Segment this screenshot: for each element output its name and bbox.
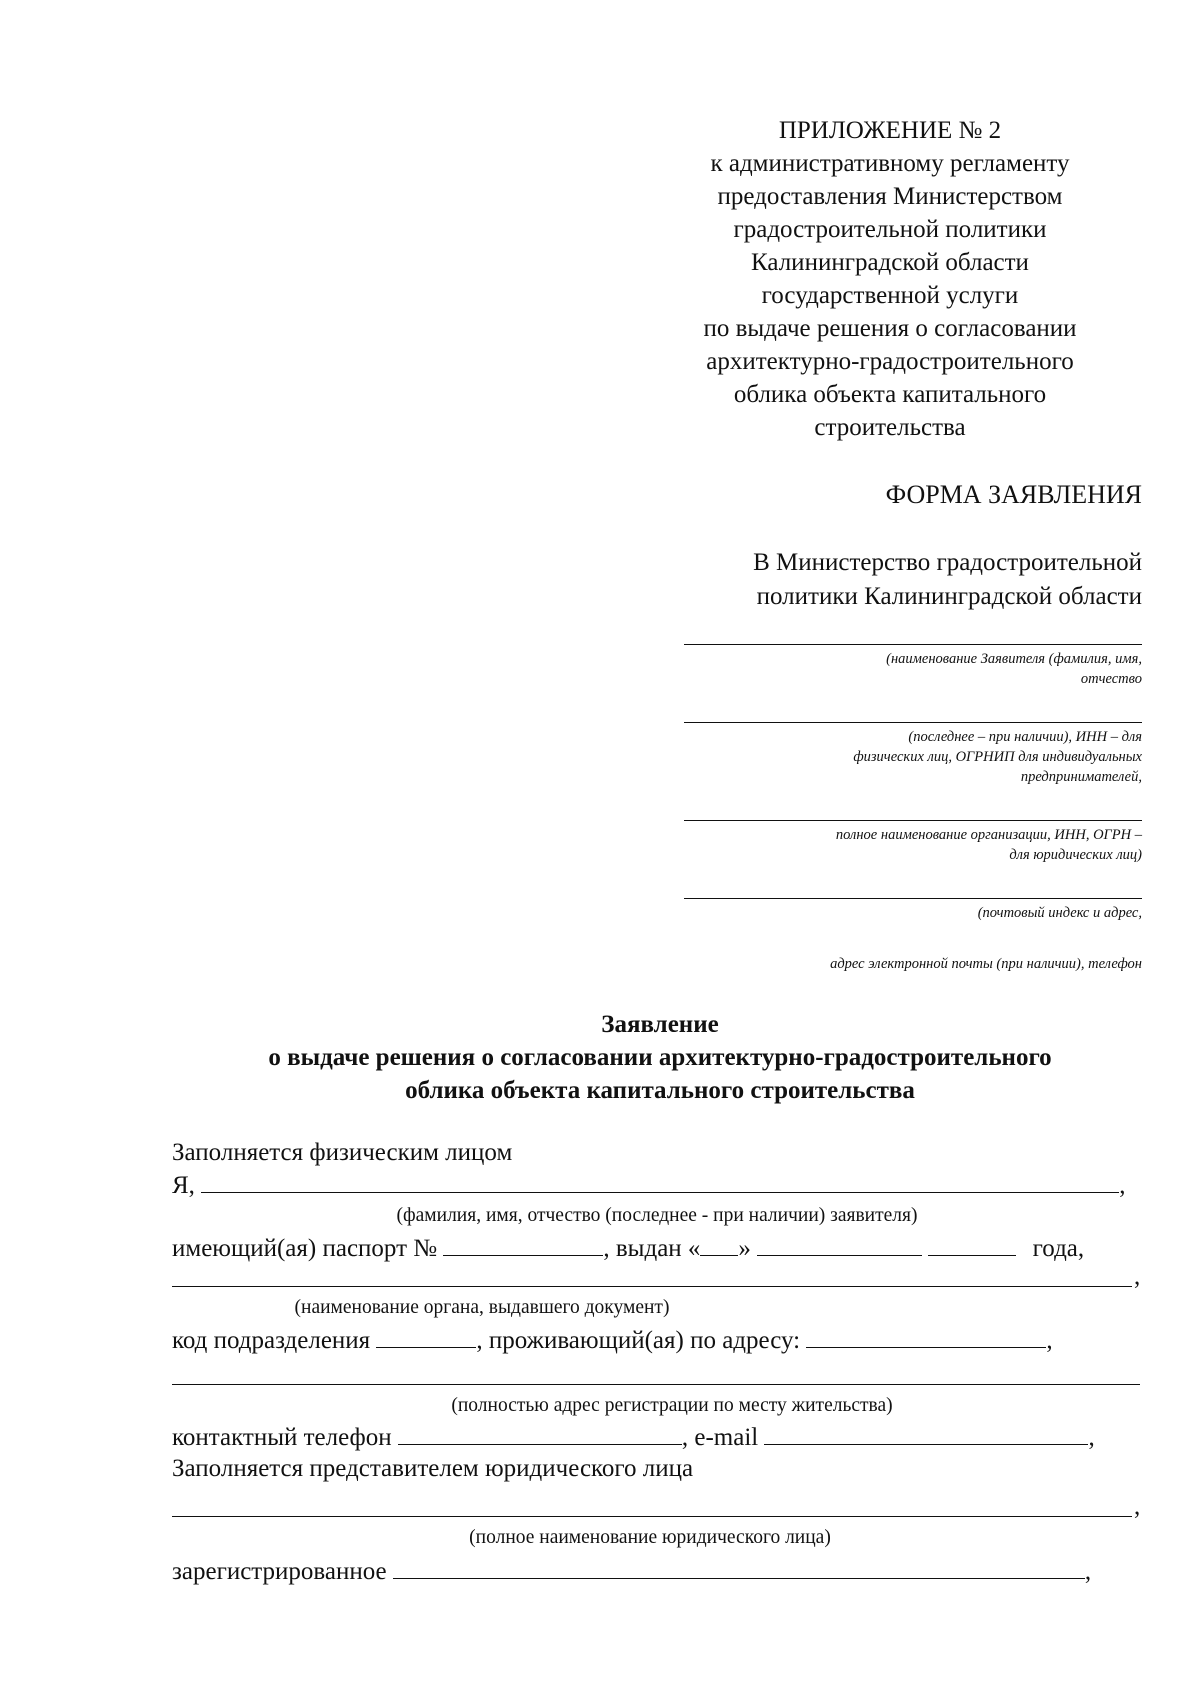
applicant-tax-line[interactable] <box>684 722 1142 723</box>
applicant-tax-field[interactable] <box>684 722 1142 787</box>
full-name-input[interactable] <box>201 1170 1119 1193</box>
issued-label: , выдан « <box>603 1235 701 1262</box>
address-caption: (полностью адрес регистрации по месту жительства) <box>451 1395 893 1416</box>
registered-input[interactable] <box>393 1556 1085 1579</box>
individual-heading: Заполняется физическим лицом <box>172 1139 513 1166</box>
comma: , <box>1134 1263 1141 1290</box>
appendix-line: градостроительной политики <box>733 216 1047 243</box>
appendix-header <box>660 114 1120 444</box>
legal-entity-caption: (полное наименование юридического лица) <box>469 1527 831 1548</box>
title-line: Заявление <box>601 1011 719 1038</box>
comma: , <box>1134 1493 1141 1520</box>
applicant-organization-field[interactable] <box>684 820 1142 865</box>
name-row <box>172 1170 1142 1201</box>
legal-entity-heading: Заполняется представителем юридического лица <box>172 1455 694 1482</box>
contact-row <box>172 1422 1142 1453</box>
applicant-address-field[interactable] <box>684 898 1142 923</box>
appendix-line: архитектурно-градостроительного <box>706 348 1074 375</box>
caption-line: физических лиц, ОГРНИП для индивидуальных <box>853 749 1142 765</box>
comma: , <box>1046 1327 1053 1354</box>
appendix-line: предоставления Министерством <box>717 183 1063 210</box>
email-input[interactable] <box>764 1422 1088 1445</box>
issue-day-input[interactable] <box>700 1233 738 1256</box>
appendix-line: Калининградской области <box>751 249 1029 276</box>
appendix-line: ПРИЛОЖЕНИЕ № 2 <box>778 117 1002 144</box>
field-caption <box>684 954 1142 974</box>
division-row <box>172 1325 1142 1356</box>
applicant-name-field[interactable] <box>684 644 1142 689</box>
field-caption <box>684 903 1142 923</box>
registered-row <box>172 1556 1142 1587</box>
passport-number-input[interactable] <box>443 1233 603 1256</box>
appendix-line: к административному регламенту <box>710 150 1070 177</box>
passport-label: имеющий(ая) паспорт № <box>172 1235 438 1262</box>
caption-line: для юридических лиц) <box>1009 847 1142 863</box>
recipient-block <box>680 546 1142 614</box>
field-caption <box>684 649 1142 689</box>
email-label: , e-mail <box>681 1424 759 1451</box>
issued-close: » <box>738 1235 751 1262</box>
caption-line: (почтовый индекс и адрес, <box>977 905 1142 921</box>
caption-line: (наименование Заявителя (фамилия, имя, <box>886 651 1142 667</box>
residence-address-input[interactable] <box>806 1325 1046 1348</box>
registered-label: зарегистрированное <box>172 1558 387 1585</box>
residing-label: , проживающий(ая) по адресу: <box>476 1327 801 1354</box>
caption-line: полное наименование организации, ИНН, ОГРН – <box>835 827 1142 843</box>
division-label: код подразделения <box>172 1327 371 1354</box>
statement-title <box>160 1008 1160 1107</box>
caption-line: (последнее – при наличии), ИНН – для <box>908 729 1142 745</box>
issue-year-input[interactable] <box>928 1233 1016 1256</box>
applicant-contact-field <box>684 950 1142 974</box>
passport-row <box>172 1233 1142 1264</box>
comma: , <box>1088 1424 1095 1451</box>
recipient-line: В Министерство градостроительной <box>753 549 1142 576</box>
recipient-line: политики Калининградской области <box>756 583 1142 610</box>
residence-address-continued-input[interactable] <box>172 1384 1140 1385</box>
phone-label: контактный телефон <box>172 1424 392 1451</box>
comma: , <box>1084 1558 1092 1585</box>
field-caption <box>684 727 1142 787</box>
year-label: года, <box>1032 1235 1085 1262</box>
applicant-organization-line[interactable] <box>684 820 1142 821</box>
issuer-caption: (наименование органа, выдавшего документ) <box>294 1297 670 1318</box>
name-caption: (фамилия, имя, отчество (последнее - при наличии) заявителя) <box>396 1205 918 1226</box>
issuer-input[interactable] <box>172 1286 1132 1287</box>
comma: , <box>1119 1172 1126 1199</box>
applicant-address-line[interactable] <box>684 898 1142 899</box>
applicant-name-line[interactable] <box>684 644 1142 645</box>
appendix-line: облика объекта капитального <box>733 381 1047 408</box>
appendix-line: государственной услуги <box>761 282 1019 309</box>
phone-input[interactable] <box>398 1422 682 1445</box>
field-caption <box>684 825 1142 865</box>
appendix-line: строительства <box>814 414 966 441</box>
caption-line: отчество <box>1080 671 1142 687</box>
issue-month-input[interactable] <box>757 1233 922 1256</box>
title-line: облика объекта капитального строительства <box>405 1077 915 1104</box>
form-title: ФОРМА ЗАЯВЛЕНИЯ <box>885 480 1142 509</box>
appendix-line: по выдаче решения о согласовании <box>703 315 1077 342</box>
title-line: о выдаче решения о согласовании архитектурно-градостроительного <box>268 1044 1052 1071</box>
legal-entity-name-input[interactable] <box>172 1516 1132 1517</box>
caption-line: адрес электронной почты (при наличии), телефон <box>830 956 1142 972</box>
ya-label: Я, <box>172 1172 195 1199</box>
division-code-input[interactable] <box>376 1325 476 1348</box>
caption-line: предпринимателей, <box>1020 769 1142 785</box>
